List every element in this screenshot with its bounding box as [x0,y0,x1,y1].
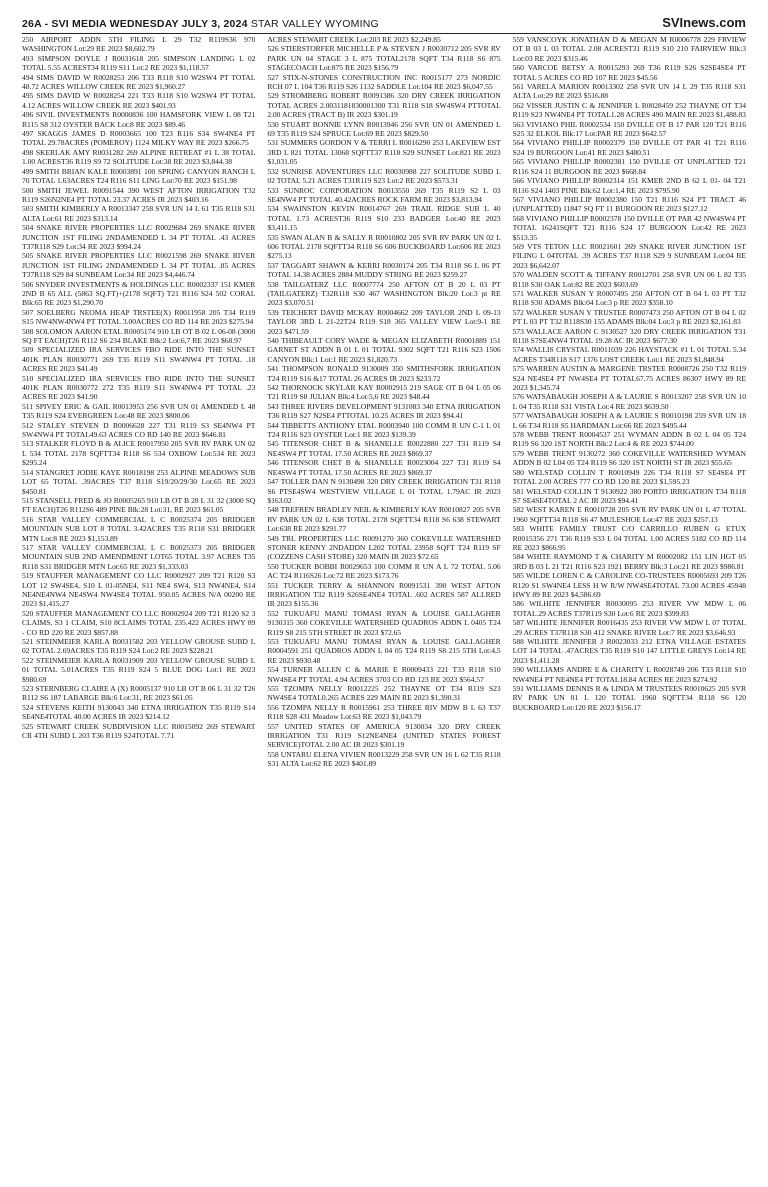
tax-notice-entry: 506 SNYDER INVESTMENTS & HOLDINGS LLC R0002337 151 KMER 2ND B 65 ALL (5863 SQ.FT)+(2178 SQFT) T21 R116 S24 502 CORAL Blk:65 RE 2023 $1,290.70 [22,279,256,308]
tax-notice-entry: 508 SOLOMON AARON ETAL R0005174 910 LB OT B 02 L 06-08 (3000 SQ FT EACH)T26 R112 S6 234 BLAKE Blk:2 Lot:6,7 RE 2023 $68.97 [22,326,256,345]
tax-notice-entry: 519 STAUFFER MANAGEMENT CO LLC R0002927 209 T21 R120 S3 LOT 12 SW4SE4, S10 L 01-05NE4, S11 NE4 SW4, S13 NW4NE4, S14 NE4NE4NW4 NE4SW4 NW4SE4 TOTAL 950.05 ACRES N/A 00200 RE 2023 $1,415.27 [22,571,256,609]
tax-notice-entry: 505 SNAKE RIVER PROPERTIES LLC R0021598 269 SNAKE RIVER JUNCTION 1ST FILING 2NDAMENDED L 34 PT TOTAL .85 ACRES T37R118 S29 84 SUNBEAM Lot:34 RE 2023 $4,446.74 [22,251,256,280]
tax-notice-entry: 523 STERNBERG CLAIRE A (X) R0005137 910 LB OT B 06 L 31 32 T26 R112 S6 187 LABARGE Blk:6 Lot:31, RE 2023 $61.05 [22,684,256,703]
notice-column-1 [22,35,255,1179]
publication-name: STAR VALLEY WYOMING [250,18,379,30]
tax-notice-entry: 525 STEWART CREEK SUBDIVISION LLC R0015092 269 STEWART CR 4TH SUBD L 203 T36 R119 S24TOTAL 7.71 [22,721,256,741]
tax-notice-entry: 546 TITENSOR CHET B & SHANELLE R0023004 227 T31 R119 S4 NE4SW4 PT TOTAL 17.50 ACRES RE 2023 $869.37 [267,458,501,477]
tax-notice-entry: 524 STEVENS KEITH 9130043 340 ETNA IRRIGATION T35 R119 S14 SE4NE4TOTAL 40.00 ACRES IR 2023 $214.12 [22,702,256,722]
tax-notice-entry: 562 VISSER JUSTIN C & JENNIFER L R0028459 252 THAYNE OT T34 R119 S23 NW4NE4 PT TOTAL1.28 ACRES 490 MAIN RE 2023 $1,488.83 [512,100,746,120]
tax-notice-entry: 555 TZOMPA NELLY R0012225 252 THAYNE OT T34 R119 S23 NW4SE4 TOTAL0.265 ACRES 229 MAIN RE 2023 $1,390.31 [267,684,501,703]
tax-notice-entry: 496 SIVIL INVESTMENTS R0000836 100 HAMSFORK VIEW L 08 T21 R115 S8 312 OYSTER BACK Lot:8 RE 2023 $89.46 [22,110,256,129]
notice-column-3 [513,35,746,1179]
tax-notice-entry: ACRES STEWART CREEK Lot:203 RE 2023 $2,249.85 [267,35,441,44]
notice-column-2 [267,35,500,1179]
website-link[interactable]: SVInews.com [662,15,746,30]
tax-notice-entry: 545 TITENSOR CHET B & SHANELLE R0022880 227 T31 R119 S4 NE4SW4 PT TOTAL 17.50 ACRES RE 2023 $869.37 [267,439,501,458]
tax-notice-entry: 526 STIERSTORFER MICHELLE P & STEVEN J R0030712 205 SVR RV PARK UN 04 STAGE 3 L 875 TOTAL2178 SQFT T34 R118 S6 875 STAGECOACH Lot:875 RE 2023 $156.79 [267,44,501,73]
tax-notice-entry: 548 TREFREN BRADLEY NEIL & KIMBERLY KAY R0010827 205 SVR RV PARK UN 02 L 638 TOTAL 2178 SQFTT34 R118 S6 638 STEWART Lot:638 RE 2023 $291.77 [267,505,501,534]
tax-notice-entry: 574 WALLIS CRYSTAL R0011039 226 HAYSTACK #1 L 01 TOTAL 5.34 ACRES T34R118 S17 1376 LOST CREEK Lot:1 RE 2023 $1,848.94 [512,345,746,364]
dateline: WEDNESDAY JULY 3, 2024 [109,18,248,30]
tax-notice-entry: 565 VIVIANO PHILLIP R0002381 150 DVILLE OT UNPLATTED T21 R116 S24 11 BURGOON RE 2023 $668.84 [512,157,746,176]
tax-notice-entry: 576 WATSABAUGH JOSEPH A & LAURIE S R0013207 258 SVR UN 10 L 04 T35 R118 S31 VISTA Lot:4 RE 2023 $639.50 [512,392,746,411]
tax-notice-entry: 513 STALKER FLOYD B & ALICE R0017950 205 SVR RV PARK UN 02 L 534 TOTAL 2178 SQFTT34 R118 S6 534 OXBOW Lot:534 RE 2023 $295.24 [22,439,256,468]
tax-notice-entry: 503 SMITH KIMBERLY A R0013347 258 SVR UN 14 L 61 T35 R118 S31 ALTA Lot:61 RE 2023 $313.14 [22,204,256,223]
tax-notice-entry: 512 STALEY STEVEN D R0006628 227 T31 R119 S3 SE4NW4 PT SW4NW4 PT TOTAL49.63 ACRES CO RD 140 RE 2023 $646.81 [22,420,256,440]
tax-notice-entry: 586 WILHITE JENNIFER R0030095 253 RIVER VW MDW L 06 TOTAL.29 ACRES T37R119 S30 Lot:6 RE 2023 $399.83 [512,599,746,618]
tax-notice-entry: 539 TEICHERT DAVID MCKAY R0004662 209 TAYLOR 2ND L 09-13 TAYLOR 3RD L 21-22T24 R119 S18 365 VALLEY VIEW Lot:9-1 RE 2023 $471.59 [267,307,501,336]
tax-notice-entry: 515 STANSELL FRED & JO R0005265 910 LB OT B 28 L 31 32 (3000 SQ FT EACH)T26 R112S6 489 PINE Blk:28 Lot:31, RE 2023 $61.05 [22,495,256,515]
tax-notice-entry: 587 WILHITE JENNIFER R0016435 253 RIVER VW MDW L 07 TOTAL .29 ACRES T37R118 S30 412 SNAKE RIVER Lot:7 RE 2023 $3,646.93 [512,618,746,637]
tax-notice-entry: 527 STIX-N-STONES CONSTRUCTION INC R0015177 273 NORDIC RCH 07 L 104 T36 R119 S26 1132 SADDLE Lot:104 RE 2023 $6,047.55 [267,72,501,92]
tax-notice-entry: 575 WARREN AUSTIN & MARGENE TRSTEE R0008726 250 T32 R119 S24 NE4SE4 PT NW4SE4 PT TOTAL67.75 ACRES 86307 HWY 89 RE 2023 $1,345.74 [512,364,746,393]
tax-notice-entry: 566 VIVIANO PHILLIP R0002314 151 KMER 2ND B 62 L 01- 04 T21 R116 S24 1403 PINE Blk:62 Lot:1,4 RE 2023 $795.90 [512,176,746,195]
tax-notice-entry: 530 STUART BONNIE LYNN R0013946 256 SVR UN 01 AMENDED L 69 T35 R119 S24 SPRUCE Lot:69 RE 2023 $829.50 [267,119,501,139]
tax-notice-entry: 544 TIBBETTS ANTHONY ETAL R0003940 100 COMM R UN C-1 L 01 T24 R116 S23 OYSTER Lot:1 RE 2023 $139.39 [267,420,501,440]
tax-notice-entry: 540 THIBEAULT CORY WADE & MEGAN ELIZABETH R0001889 151 GARNET ST ADDN B 01 L 01 TOTAL 9302 SQFT T21 R116 S23 1506 CANYON Blk:1 Lot:1 RE 2023 $1,820.73 [267,336,501,364]
tax-notice-entry: 532 SUNRISE ADVENTURES LLC R0030988 227 SOLITUDE SUBD L 02 TOTAL 5.21 ACRES T31R119 S23 Lot:2 RE 2023 $573.31 [267,166,501,186]
tax-notice-entry: 517 STAR VALLEY COMMERCIAL L C R0025373 205 BRIDGER MOUNTAIN SUB 2ND AMENDMENT LOT65 TOTAL 3.97 ACRES T35 R118 S31 BRIDGER MTN Lot:65 RE 2023 $1,333.03 [22,542,256,571]
tax-notice-entry: 507 SOELBERG NEOMA HEAP TRSTEE(X) R0011958 205 T34 R119 S15 NW4NW4NW4 PT TOTAL 3.00ACRES CO RD 114 RE 2023 $275.94 [22,307,256,327]
tax-notice-entry: 547 TOLLER DAN N 9130498 320 DRY CREEK IRRIGATION T31 R118 S6 PTSE4SW4 WESTVIEW VILLAGE L 01 TOTAL 1.79AC IR 2023 $163.02 [267,477,501,505]
tax-notice-entry: 511 SPIVEY ERIC & GAIL R0013953 256 SVR UN 01 AMENDED L 48 T35 R119 S24 EVERGREEN Lot:48 RE 2023 $800.06 [22,401,256,421]
tax-notice-entry: 561 VARELA MARION R0013302 258 SVR UN 14 L 29 T35 R118 S31 ALTA Lot:29 RE 2023 $516.88 [512,82,746,101]
tax-notice-entry: 531 SUMMERS GORDON V & TERRI L R0016290 253 LAKEVIEW EST 3RD L 821 TOTAL 13068 SQFTT37 R118 S29 SUNSET Lot:821 RE 2023 $1,031.05 [267,138,501,167]
tax-notice-entry: 580 WELSTAD COLLIN T R0010949 226 T34 R118 S7 SE4SE4 PT TOTAL 2.00 ACRES 777 CO RD 120 RE 2023 $1,595.23 [512,467,746,487]
tax-notice-entry: 581 WELSTAD COLLIN T 9130922 380 PORTO IRRIGATION T34 R118 S7 SE4SE4TOTAL 2 AC IR 2023 $94.41 [512,486,746,505]
tax-notice-entry: 541 THOMPSON RONALD 9130009 350 SMITHSFORK IRRIGATION T24 R119 S16 &17 TOTAL 26 ACRES IR 2023 $233.72 [267,364,501,383]
tax-notice-entry: 535 SWAN ALAN B & SALLY R R0010802 205 SVR RV PARK UN 02 L 606 TOTAL 2178 SQFTT34 R118 S6 606 BUCKBOARD Lot:606 RE 2023 $275.13 [267,232,501,261]
tax-notice-entry: 564 VIVIANO PHILLIP R0002379 150 DVILLE OT PAR 41 T21 R116 S24 19 BURGOON Lot:41 RE 2023 $480.51 [512,138,746,157]
tax-notice-entry: 498 SKERLAK AMY R0031282 269 ALPINE RETREAT #1 L 38 TOTAL 1.00 ACREST36 R119 S9 72 SOLITUDE Lot:38 RE 2023 $3,844.38 [22,147,256,167]
tax-notice-entry: 577 WATSABAUGH JOSEPH A & LAURIE S R0010198 259 SVR UN 18 L 66 T34 R118 S5 HARDMAN Lot:66 RE 2023 $495.44 [512,411,746,430]
tax-notice-entry: 510 SPECIALIZED IRA SERVICES FBO RIDE INTO THE SUNSET 401K PLAN R0030772 272 T35 R119 S11 SW4NW4 PT TOTAL .23 ACRES RE 2023 $41.90 [22,373,256,402]
tax-notice-entry: 560 VARCOE BETSY A R0015293 269 T36 R119 S26 S2SE4SE4 PT TOTAL 5 ACRES CO RD 107 RE 2023 $45.56 [512,63,746,82]
tax-notice-entry: 559 VANSCOYK JONATHAN D & MEGAN M R0006778 229 FRVIEW OT B 03 L 03 TOTAL 2.08 ACREST31 R119 S10 210 FAIRVIEW Blk:3 Lot:03 RE 2023 $315.46 [512,35,746,63]
tax-notice-entry: 499 SMITH BRIAN KALE R0003891 100 SPRING CANYON RANCH L 70 TOTAL 1.63ACRES T24 R116 S11 LING Lot:70 RE 2023 $151.98 [22,166,256,186]
tax-notice-entry: 590 WILLIAMS ANDRE E & CHARITY L R0028749 206 T33 R118 S10 NW4NE4 PT NE4NE4 PT TOTAL18.84 ACRES RE 2023 $274.92 [512,665,746,684]
tax-notice-entry: 554 TURNER ALLEN C & MARIE E R0009433 221 T33 R118 S10 NW4SE4 PT TOTAL 4.94 ACRES 3703 CO RD 123 RE 2023 $564.57 [267,665,501,684]
tax-notice-entry: 550 TUCKER BOBBI R0029653 100 COMM R UN A L 72 TOTAL 5.06 AC T24 R116S26 Lot:72 RE 2023 $173.76 [267,561,501,581]
tax-notice-entry: 563 VIVIANO PHIL R0002534 150 DVILLE OT B 17 PAR 120 T21 R116 S25 32 ELKOL Blk:17 Lot:PAR RE 2023 $642.57 [512,119,746,139]
tax-notice-entry: 591 WILLIAMS DENNIS R & LINDA M TRUSTEES R0010625 205 SVR RV PARK UN 01 L 120 TOTAL 1960 SQFTT34 R118 S6 120 BUCKBOARD Lot:120 RE 2023 $156.17 [512,684,746,712]
tax-notice-entry: 495 SIMS DAVID W R0028254 221 T33 R118 S10 W2SW4 PT TOTAL 4.12 ACRES WILLOW CREEK RE 2023 $401.93 [22,91,256,110]
tax-notice-entry: 571 WALKER SUSAN Y R0007495 250 AFTON OT B 04 L 03 PT T32 R118 S30 ADAMS Blk:04 Lot:3 p RE 2023 $358.10 [512,288,746,308]
tax-notice-entry: 557 UNITED STATES OF AMERICA 9130034 320 DRY CREEK IRRIGATION T31 R119 S12NE4NE4 (UNITED STATES FOREST SERVICE)TOTAL 2.00 AC IR 2023 $301.19 [267,721,501,750]
tax-notice-entry: 504 SNAKE RIVER PROPERTIES LLC R0029684 269 SNAKE RIVER JUNCTION 1ST FILING 2NDAMENDED L 34 PT TOTAL .43 ACRES T37R118 S29 Lot:34 RE 2023 $994.24 [22,223,256,251]
tax-notice-entry: 588 WILHITE JENNIFER J R0023033 212 ETNA VILLAGE ESTATES LOT 14 TOTAL .47ACRES T35 R119 S10 147 LITTLE GREYS Lot:14 RE 2023 $1,411.28 [512,637,746,665]
tax-notice-entry: 568 VIVIANO PHILLIP R0002378 150 DVILLE OT PAR 42 NW4SW4 PT TOTAL 16241SQFT T21 R116 S24 17 BURGOON Lot:42 RE 2023 $513.35 [512,213,746,242]
page-section: 26A - SVI MEDIA [22,18,107,30]
tax-notice-entry: 558 UNTARU ELENA VIVIEN R0013229 258 SVR UN 16 L 62 T35 R118 S31 ALTA Lot:62 RE 2023 $401.89 [267,749,501,769]
tax-notice-entry: 569 VTS TETON LLC R0021601 269 SNAKE RIVER JUNCTION 1ST FILING L 04TOTAL .39 ACRES T37 R118 S29 9 SUNBEAM Lot:04 RE 2023 $6,642.07 [512,241,746,270]
tax-notice-entry: 567 VIVIANO PHILLIP R0002380 150 T21 R116 S24 PT TRACT 46 (UNPLATTED) 11847 SQ FT 11 BURGOON RE 2023 $127.12 [512,194,746,214]
tax-notice-entry: 572 WALKER SUSAN Y TRUSTEE R0007473 250 AFTON OT B 04 L 02 PT L 03 PT T32 R118S30 155 ADAMS Blk:04 Lot:3 p RE 2023 $2,161.83 [512,307,746,327]
tax-notice-entry: 542 THORNOCK SKYLAR KAY R0002915 219 SAGE OT B 04 L 05 06 T21 R119 S8 JULIAN Blk:4 Lot:5,6 RE 2023 $48.44 [267,383,501,402]
tax-notice-entry: 500 SMITH JEWEL R0091544 390 WEST AFTON IRRIGATION T32 R119 S26N2NE4 PT TOTAL 23.37 ACRES IR 2023 $403.16 [22,185,256,204]
tax-notice-entry: 578 WEBB TRENT R0004537 251 WYMAN ADDN B 02 L 04 05 T24 R119 S6 320 1ST NORTH Blk:2 Lot:4 & RE 2023 $744.00 [512,430,746,449]
tax-notice-entry: 537 TAGGART SHAWN & KERRI R0030174 205 T34 R118 S6 L 06 PT TOTAL 14.38 ACRES 2884 MUDDY STRING RE 2023 $259.27 [267,260,501,280]
tax-notice-entry: 529 STROMBERG ROBERT R0091386 320 DRY CREEK IRRIGATION TOTAL ACRES 2.0031181830001300 T31 R118 S18 SW4SW4 PTTOTAL 2.00 ACRES (TRACT B) IR 2023 $301.19 [267,91,501,120]
tax-notice-entry: 551 TUCKER TERRY & SHANNON R0091531 390 WEST AFTON IRRIGATION T32 R119 S26SE4NE4 TOTAL .602 ACRES 587 ALLRED IR 2023 $155.36 [267,580,501,609]
tax-notice-entry: 584 WHITE RAYMOND T & CHARITY M R0002082 151 LIN HGT 05 3RD B 03 L 21 T21 R116 S23 1921 BERRY Blk:3 Lot:21 RE 2023 $986.81 [512,552,746,571]
tax-notice-entry: 585 WILDE LOREN C & CAROLINE CO-TRUSTEES R0005693 209 T26 R120 S1 SW4NE4 LESS H W R/W NW4SE4TOTAL 73.00 ACRES 45948 HWY 89 RE 2023 $4,586.69 [512,571,746,599]
tax-notice-entry: 538 TAILGATERZ LLC R0007774 250 AFTON OT B 20 L 03 PT (TAILGATERZ) T32R118 S30 467 WASHINGTON Blk:20 Lot:3 pt RE 2023 $3,070.51 [267,279,501,308]
tax-notice-entry: 494 SIMS DAVID W R0028253 206 T33 R118 S10 W2SW4 PT TOTAL 48.72 ACRES WILLOW CREEK RE 2023 $1,960.27 [22,72,256,92]
page-header [22,10,746,34]
tax-notice-entry: 522 STEINMEIER KARLA R0031909 203 YELLOW GROUSE SUBD L 01 TOTAL 5.01ACRES T35 R119 S24 5 BLUE DOG Lot:1 RE 2023 $980.69 [22,655,256,684]
tax-notice-entry: 533 SUNROC CORPORATION R0013550 269 T35 R119 S2 L 03 SE4NW4 PT TOTAL 40.42ACRES ROCK FARM RE 2023 $3,813.94 [267,185,501,204]
tax-notice-entry: 250 AIRPORT ADDN 5TH FILING L 29 T32 R119S36 970 WASHINGTON Lot:29 RE 2023 $8,602.79 [22,35,256,54]
page-folio [22,18,379,30]
tax-notice-entry: 509 SPECIALIZED IRA SERVICES FBO RIDE INTO THE SUNSET 401K PLAN R0030771 269 T35 R119 S11 SW4NW4 PT TOTAL .18 ACRES RE 2023 $41.49 [22,345,256,374]
tax-notice-entry: 514 STANGRET JODIE KAYE R0018198 253 ALPINE MEADOWS SUB LOT 65 TOTAL .39ACRES T37 R118 S19/20/29/30 Lot:65 RE 2023 $450.81 [22,467,256,496]
tax-notice-entry: 553 TUKUAFU MANU TOMASI RYAN & LOUISE GALLAGHER R0004591 251 QUADROS ADDN L 04 05 T24 R119 S8 215 5TH Lot:4,5 RE 2023 $930.48 [267,637,501,665]
tax-notice-entry: 556 TZOMPA NELLY R R0015961 253 THREE RIV MDW B L 63 T37 R118 S28 431 Meadow Lot:63 RE 2023 $1,043.79 [267,702,501,722]
tax-notice-entry: 552 TUKUAFU MANU TOMASI RYAN & LOUISE GALLAGHER 9130315 360 COKEVILLE WATERSHED QUADROS ADDN L 0405 T24 R119 S8 215 5TH STREET IR 2023 $72.65 [267,608,501,637]
tax-notice-entry: 549 TRL PROPERTIES LLC R0091270 360 COKEVILLE WATERSHED STONER KENNY 2NDADDN L202 TOTAL 23958 SQFT T24 R119 SF (COZZENS CASH STORE) 320 MAIN IR 2023 $72.65 [267,533,501,562]
tax-notice-entry: 579 WEBB TRENT 9130272 360 COKEVILLE WATERSHED WYMAN ADDN B 02 L04 05 T24 R119 S6 320 1ST NORTH ST IR 2023 $55.65 [512,448,746,468]
tax-notice-entry: 534 SWAINSTON KEVIN R0014767 269 TRAIL RIDGE SUB L 40 TOTAL 1.73 ACREST36 R119 S10 233 BADGER Lot:40 RE 2023 $3,411.15 [267,204,501,233]
tax-notice-entry: 543 THREE RIVERS DEVELOPMENT 9131083 340 ETNA IRRIGATION T36 R119 S27 N2SE4 PTTOTAL 10.25 ACRES IR 2023 $94.41 [267,401,501,421]
legal-notice-columns [22,35,746,1179]
tax-notice-entry: 573 WALLACE AARON C 9130527 320 DRY CREEK IRRIGATION T31 R118 S7SE4NW4 TOTAL 19.28 AC IR 2023 $677.30 [512,326,746,345]
tax-notice-entry: 521 STEINMEIER KARLA R0031582 203 YELLOW GROUSE SUBD L 02 TOTAL 2.69ACRES T35 R119 S24 Lot:2 RE 2023 $228.21 [22,637,256,656]
tax-notice-entry: 570 WALDEN SCOTT & TIFFANY R0012701 258 SVR UN 06 L 82 T35 R118 S30 OAK Lot:82 RE 2023 $603.69 [512,270,746,289]
tax-notice-entry: 497 SKAGGS JAMES D R0003665 100 T23 R116 S34 SW4NE4 PT TOTAL 29.78ACRES (POMEROY) 1124 MILKY WAY RE 2023 $266.75 [22,129,256,148]
tax-notice-entry: 582 WEST KAREN E R0010728 205 SVR RV PARK UN 01 L 47 TOTAL 1960 SQFTT34 R118 S6 47 MULESHOE Lot:47 RE 2023 $257.13 [512,505,746,524]
tax-notice-entry: 493 SIMPSON DOYLE J R0031618 205 SIMPSON LANDING L 02 TOTAL 5.55 ACREST34 R119 S11 Lot:2 RE 2023 $1,118.57 [22,53,256,73]
tax-notice-entry: 583 WHITE FAMILY TRUST C/O CARRILLO RUBEN G ETUX R0015356 271 T36 R119 S33 L 04 TOTAL 1.00 ACRES 5182 CO RD 114 RE 2023 $866.95 [512,524,746,552]
tax-notice-entry: 516 STAR VALLEY COMMERCIAL L C R0025374 205 BRIDGER MOUNTAIN SUB LOT 8 TOTAL 3.42ACRES T35 R118 S31 BRIDGER MTN Lot:8 RE 2023 $1,153.89 [22,514,256,543]
tax-notice-entry: 520 STAUFFER MANAGEMENT CO LLC R0002924 209 T21 R120 S2 3 CLAIMS, S3 1 CLAIM, S10 8CLAIMS TOTAL 235.422 ACRES HWY 89 - CO RD 220 RE 2023 $857.88 [22,608,256,637]
